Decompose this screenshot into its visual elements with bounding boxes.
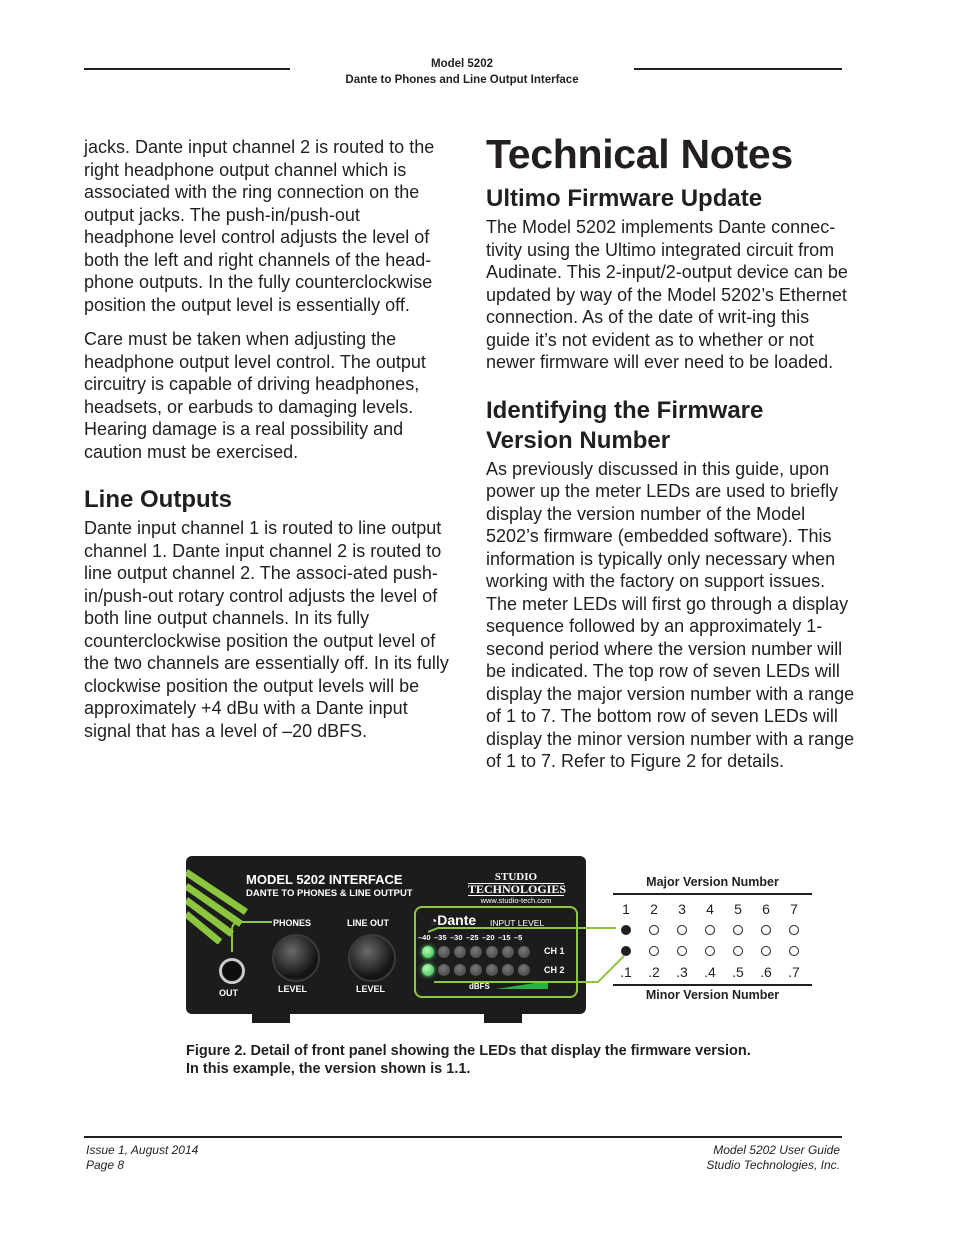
version-number-label: .4 <box>704 964 716 980</box>
version-led-indicator <box>705 946 715 956</box>
version-number-label: .1 <box>620 964 632 980</box>
phones-level-knob <box>272 934 320 982</box>
scale-tick-label: –15 <box>498 933 511 942</box>
scale-tick-label: –20 <box>482 933 495 942</box>
version-led-indicator <box>789 946 799 956</box>
scale-tick-label: –35 <box>434 933 447 942</box>
green-connector-line <box>226 914 276 954</box>
version-number-label: 4 <box>706 901 714 917</box>
paragraph: Dante input channel 1 is routed to line output channel 1. Dante input channel 2 is routed to line output channel 2. The associ-ated push-in/push-out rotary control adjusts the level of both line output channels. In its fully counterclockwise position the output level of the two channels are essentially off. In its fully clockwise position the output levels will be approximately +4 dBu with a Dante input signal that has a level of –20 dBFS. <box>84 518 449 741</box>
version-number-label: .7 <box>788 964 800 980</box>
version-led-indicator <box>649 946 659 956</box>
version-led-indicator <box>789 925 799 935</box>
line-out-level-knob <box>348 934 396 982</box>
footer-left <box>86 1143 198 1173</box>
left-column <box>84 136 450 742</box>
line-out-level-label: LEVEL <box>356 984 386 994</box>
footer-rule <box>84 1136 842 1138</box>
scale-tick-label: –40 <box>418 933 431 942</box>
header-product: Dante to Phones and Line Output Interface <box>345 74 579 86</box>
scale-tick-label: –30 <box>450 933 463 942</box>
footer-guide-title: Model 5202 User Guide <box>713 1143 840 1157</box>
paragraph: jacks. Dante input channel 2 is routed to the right headphone output channel which is associated with the ring connection on the output jacks. The push-in/push-out headphone level control adjusts the level of both the left and right channels of the head-phone outputs. In the fully counterclockwise position the output level is essentially off. <box>84 137 435 315</box>
page-title: Technical Notes <box>486 131 793 177</box>
minor-version-title: Minor Version Number <box>645 988 780 1002</box>
version-number-label: .5 <box>732 964 744 980</box>
section-heading-line-outputs: Line Outputs <box>84 486 232 513</box>
header-rule-right <box>634 68 842 70</box>
major-version-title: Major Version Number <box>646 875 779 889</box>
version-number-label: .2 <box>648 964 660 980</box>
running-header <box>290 56 634 88</box>
ch1-label: CH 1 <box>544 946 565 956</box>
footer-page-number: Page 8 <box>86 1158 125 1172</box>
caption-line2: In this example, the version shown is 1.1. <box>186 1061 471 1077</box>
line-out-label: LINE OUT <box>347 918 389 928</box>
version-number-label: 7 <box>790 901 798 917</box>
section-heading-firmware-version: Identifying the Firmware Version Number <box>486 396 764 454</box>
brand-logo <box>468 871 567 896</box>
scale-tick-label: –25 <box>466 933 479 942</box>
footer-right <box>706 1143 840 1173</box>
header-model: Model 5202 <box>431 58 493 70</box>
figure-caption <box>186 1042 826 1078</box>
website: www.studio-tech.com <box>480 896 552 905</box>
version-number-label: 6 <box>762 901 770 917</box>
version-number-label: 3 <box>678 901 686 917</box>
paragraph: The Model 5202 implements Dante connec-tivity using the Ultimo integrated circuit from Audinate. This 2-input/2-output device can be updated by way of the Model 5202’s Ethernet connection. As of the date of writ-ing this guide it’s not evident as to whether or not newer firmware will ever need to be loaded. <box>486 217 848 372</box>
dante-mark-icon: ◔ <box>430 914 438 928</box>
paragraph: Care must be taken when adjusting the headphone output level control. The output circuitry is capable of driving headphones, headsets, or earbuds to damaging levels. Hearing damage is a real possibility and caution must be exercised. <box>84 329 426 462</box>
version-led-indicator <box>677 925 687 935</box>
caption-line1: Figure 2. Detail of front panel showing the LEDs that display the firmware version. <box>186 1043 751 1059</box>
version-number-label: .6 <box>760 964 772 980</box>
panel-subtitle: DANTE TO PHONES & LINE OUTPUT <box>246 888 413 899</box>
footer-company: Studio Technologies, Inc. <box>706 1158 840 1172</box>
version-led-indicator <box>761 946 771 956</box>
footer-issue: Issue 1, August 2014 <box>86 1143 199 1157</box>
version-number-label: 1 <box>622 901 630 917</box>
version-number-label: 2 <box>650 901 658 917</box>
minor-rule <box>613 984 812 986</box>
version-number-label: 5 <box>734 901 742 917</box>
version-led-indicator <box>705 925 715 935</box>
brand-line1: STUDIO <box>494 871 538 883</box>
input-level-label: INPUT LEVEL <box>490 918 545 928</box>
version-led-indicator <box>621 946 631 956</box>
ch2-label: CH 2 <box>544 965 565 975</box>
header-rule-left <box>84 68 290 70</box>
version-led-indicator <box>677 946 687 956</box>
dante-logo-text: Dante <box>437 912 477 928</box>
version-led-indicator <box>621 925 631 935</box>
version-led-indicator <box>733 946 743 956</box>
major-rule <box>613 893 812 895</box>
version-led-indicator <box>733 925 743 935</box>
panel-title: MODEL 5202 INTERFACE <box>246 872 403 887</box>
out-label: OUT <box>219 988 238 998</box>
section-heading-firmware-update: Ultimo Firmware Update <box>486 185 763 212</box>
brand-line2: TECHNOLOGIES <box>468 882 567 896</box>
version-led-indicator <box>761 925 771 935</box>
headphone-jack <box>219 958 245 984</box>
phones-level-label: LEVEL <box>278 984 308 994</box>
scale-tick-label: –5 <box>514 933 523 942</box>
version-number-label: .3 <box>676 964 688 980</box>
phones-label: PHONES <box>273 918 312 928</box>
right-column <box>486 130 856 773</box>
version-led-indicator <box>649 925 659 935</box>
callout-leader-lines <box>428 920 628 1000</box>
dbfs-label: dBFS <box>469 982 490 991</box>
paragraph: As previously discussed in this guide, upon power up the meter LEDs are used to briefly display the version number of the Model 5202’s firmware (embedded software). This information is typically only necessary when working with the factory on support issues. The meter LEDs will first go through a display sequence followed by an approximately 1-second period where the version number will be indicated. The top row of seven LEDs will display the major version number with a range of 1 to 7. The bottom row of seven LEDs will display the minor version number with a range of 1 to 7. Refer to Figure 2 for details. <box>486 458 855 771</box>
